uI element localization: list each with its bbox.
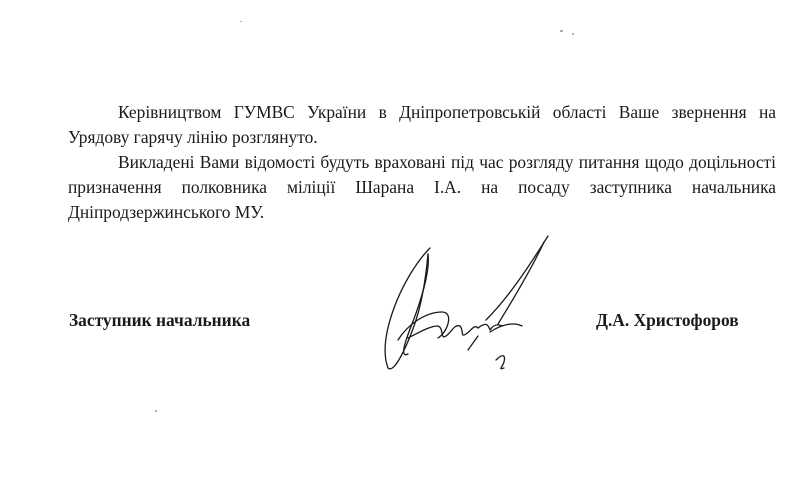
letter-body (68, 100, 776, 225)
signatory-position: Заступник начальника (69, 310, 251, 330)
signatory-name: Д.А. Христофоров (596, 310, 739, 330)
scan-speck (560, 30, 563, 32)
scan-speck (572, 33, 574, 35)
handwritten-signature (368, 228, 568, 378)
paragraph-appointment-consideration: Викладені Вами відомості будуть враховані під час розгляду питання щодо доцільності призначення полковника міліції Шарана І.А. на посаду заступника начальника Дніпродзержинського МУ. (68, 152, 776, 222)
paragraph-review-notice: Керівництвом ГУМВС України в Дніпропетровській області Ваше звернення на Урядову гарячу лінію розглянуто. (68, 102, 776, 147)
scan-speck (155, 410, 157, 412)
scan-speck (240, 21, 242, 22)
